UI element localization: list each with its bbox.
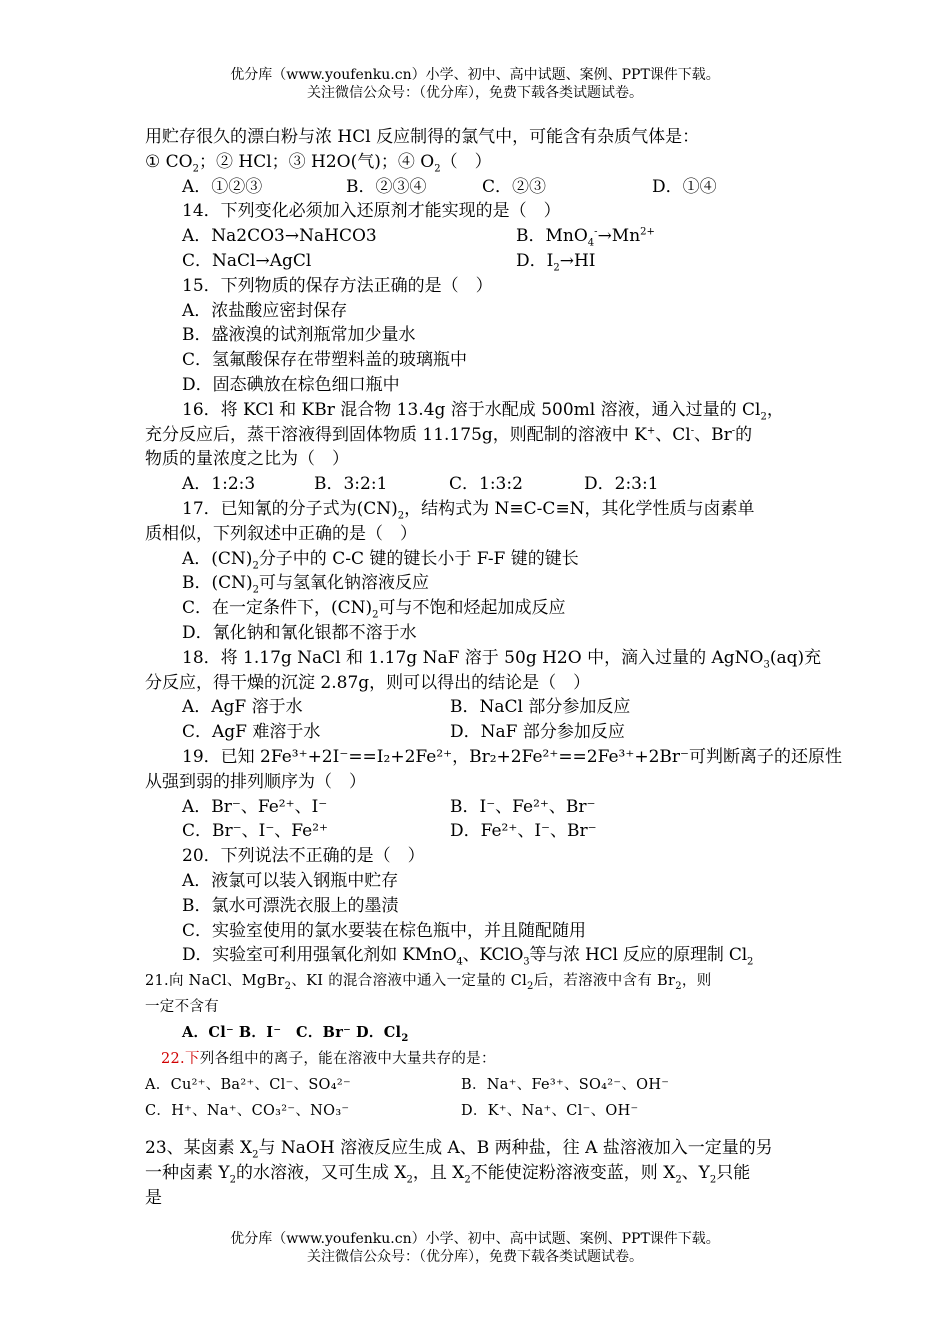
footer-line-1: 优分库（www.youfenku.cn）小学、初中、高中试题、案例、PPT课件下载。	[230, 1231, 720, 1247]
q17-stem-line-1: 17．已知氰的分子式为$(CN)_2$，结构式为 N≡C-C≡N，其化学性质与卤素单	[182, 498, 755, 522]
q19-stem-line-1: 19．已知 2Fe³⁺+2I⁻==I₂+2Fe²⁺，Br₂+2Fe²⁺==2Fe³⁺+2Br⁻可判断离子的还原性	[182, 746, 842, 767]
q16-option-b: B．3:2:1	[314, 474, 388, 495]
q16-options	[145, 472, 810, 497]
q17-option-c: C．在一定条件下，$(CN)_2$可与不饱和烃起加成反应	[182, 598, 566, 621]
q14-option-c: C．NaCl→AgCl	[182, 250, 312, 271]
q19-option-b: B．I⁻、Fe²⁺、Br⁻	[450, 796, 596, 817]
q14-option-b: B．$MnO_4^-\to Mn^{2+}$	[516, 226, 655, 249]
q21-option-c: C．Br⁻	[296, 1024, 352, 1042]
q14-option-a: A．Na2CO3→NaHCO3	[182, 226, 377, 247]
q22-stem: 22.下列各组中的离子，能在溶液中大量共存的是：	[161, 1051, 496, 1068]
q17-option-d: D．氰化钠和氰化银都不溶于水	[182, 622, 417, 643]
q13-option-d: D．①④	[652, 176, 717, 197]
q13-option-c: C．②③	[482, 176, 547, 197]
q13-stem-line-1: 用贮存很久的漂白粉与浓 HCl 反应制得的氯气中，可能含有杂质气体是：	[145, 127, 700, 147]
q19-option-c: C．Br⁻、I⁻、Fe²⁺	[182, 821, 329, 842]
q18-stem-line-2: 分反应，得干燥的沉淀 2.87g，则可以得出的结论是（ ）	[145, 672, 591, 693]
q13-options	[145, 175, 810, 200]
q15-option-c: C．氢氟酸保存在带塑料盖的玻璃瓶中	[182, 350, 468, 371]
q17-option-b: B．$(CN)_2$可与氢氧化钠溶液反应	[182, 573, 430, 596]
q20-option-b: B．氯水可漂洗衣服上的墨渍	[182, 895, 399, 916]
q16-option-d: D．2:3:1	[584, 474, 659, 495]
q18-option-b: B．NaCl 部分参加反应	[450, 697, 631, 718]
q22-option-d: D．K⁺、Na⁺、Cl⁻、OH⁻	[461, 1103, 639, 1120]
q22-option-a: A．Cu²⁺、Ba²⁺、Cl⁻、SO₄²⁻	[145, 1077, 351, 1094]
q21-options	[145, 1020, 810, 1046]
q15-stem: 15．下列物质的保存方法正确的是（ ）	[182, 275, 493, 296]
header-line-2: 关注微信公众号：（优分库），免费下载各类试题试卷。	[307, 85, 643, 101]
q21-stem-line-2: 一定不含有	[145, 999, 219, 1016]
header-line-1: 优分库（www.youfenku.cn）小学、初中、高中试题、案例、PPT课件下载。	[230, 67, 720, 83]
footer-line-2: 关注微信公众号：（优分库），免费下载各类试题试卷。	[307, 1249, 643, 1265]
q22-options-ab	[145, 1072, 810, 1098]
q20-option-d: D．实验室可利用强氧化剂如 KMnO$_4$、KClO$_3$等与浓 HCl 反应的原理制 $Cl_2$	[182, 945, 754, 968]
q22-option-c: C．H⁺、Na⁺、CO₃²⁻、NO₃⁻	[145, 1103, 350, 1120]
q13-option-a: A．①②③	[182, 176, 263, 197]
q22-option-b: B．Na⁺、Fe³⁺、SO₄²⁻、OH⁻	[461, 1077, 670, 1094]
q17-option-a: A．$(CN)_2$分子中的 C-C 键的键长小于 F-F 键的键长	[182, 548, 579, 571]
q22-number: 22.下	[161, 1051, 200, 1068]
q15-option-b: B．盛液溴的试剂瓶常加少量水	[182, 325, 416, 346]
page-header	[0, 66, 950, 102]
q23-stem-line-1: 23、某卤素 $X_2$与 NaOH 溶液反应生成 A、B 两种盐，往 A 盐溶液加入一定量的另	[145, 1138, 773, 1161]
page-footer	[0, 1230, 950, 1266]
q18-stem-line-1: 18．将 1.17g NaCl 和 1.17g NaF 溶于 50g H2O 中，滴入过量的 AgNO$_3$(aq)充	[182, 647, 822, 671]
q17-stem-line-2: 质相似，下列叙述中正确的是（ ）	[145, 523, 417, 544]
q16-stem-line-1: 16．将 KCl 和 KBr 混合物 13.4g 溶于水配成 500ml 溶液，通入过量的 $Cl_2$，	[182, 399, 784, 423]
q16-stem-line-2: 充分反应后，蒸干溶液得到固体物质 11.175g，则配制的溶液中 K+、Cl-、Br-的	[145, 424, 753, 445]
q19-options-cd	[145, 819, 810, 844]
q21-option-d: D．$Cl_2$	[356, 1024, 409, 1044]
q19-option-d: D．Fe²⁺、I⁻、Br⁻	[450, 821, 597, 842]
q14-options-cd	[145, 249, 810, 274]
q18-options-cd	[145, 720, 810, 745]
q14-options-ab	[145, 224, 810, 249]
q19-stem-line-2: 从强到弱的排列顺序为（ ）	[145, 771, 366, 792]
q23-stem-line-2: 一种卤素 $Y_2$的水溶液，又可生成 $X_2$，且 $X_2$不能使淀粉溶液变蓝，则 $X_2$、$Y_2$只能	[145, 1162, 751, 1186]
q19-option-a: A．Br⁻、Fe²⁺、I⁻	[182, 796, 328, 817]
q21-option-a: A．Cl⁻	[182, 1024, 234, 1042]
q18-option-c: C．AgF 难溶于水	[182, 722, 321, 743]
q23-stem-line-3: 是	[145, 1187, 162, 1208]
q16-option-c: C．1:3:2	[449, 474, 523, 495]
q20-option-c: C．实验室使用的氯水要装在棕色瓶中，并且随配随用	[182, 920, 587, 941]
q15-option-d: D．固态碘放在棕色细口瓶中	[182, 374, 400, 395]
question-body	[145, 125, 842, 1210]
q21-stem-line-1: 21.向 NaCl、MgBr$_2$、KI 的混合溶液中通入一定量的 $Cl_2$后，若溶液中含有 $Br_2$，则	[145, 973, 712, 992]
q20-option-a: A．液氯可以装入钢瓶中贮存	[182, 870, 399, 891]
q16-option-a: A．1:2:3	[182, 474, 256, 495]
q15-option-a: A．浓盐酸应密封保存	[182, 300, 348, 321]
q14-option-d: D．$I_2\to HI$	[516, 250, 596, 274]
q13-option-b: B．②③④	[346, 176, 427, 197]
q19-options-ab	[145, 795, 810, 820]
q18-option-d: D．NaF 部分参加反应	[450, 722, 625, 743]
q13-stem-line-2: ① $CO_2$；② HCl；③ H2O(气)；④ $O_2$（ ）	[145, 151, 492, 175]
q14-stem: 14．下列变化必须加入还原剂才能实现的是（ ）	[182, 201, 561, 222]
q18-options-ab	[145, 695, 810, 720]
q20-stem: 20．下列说法不正确的是（ ）	[182, 846, 425, 867]
q22-options-cd	[145, 1098, 810, 1124]
q16-stem-line-3: 物质的量浓度之比为（ ）	[145, 449, 349, 470]
q18-option-a: A．AgF 溶于水	[182, 697, 303, 718]
q21-option-b: B．I⁻	[238, 1024, 282, 1042]
